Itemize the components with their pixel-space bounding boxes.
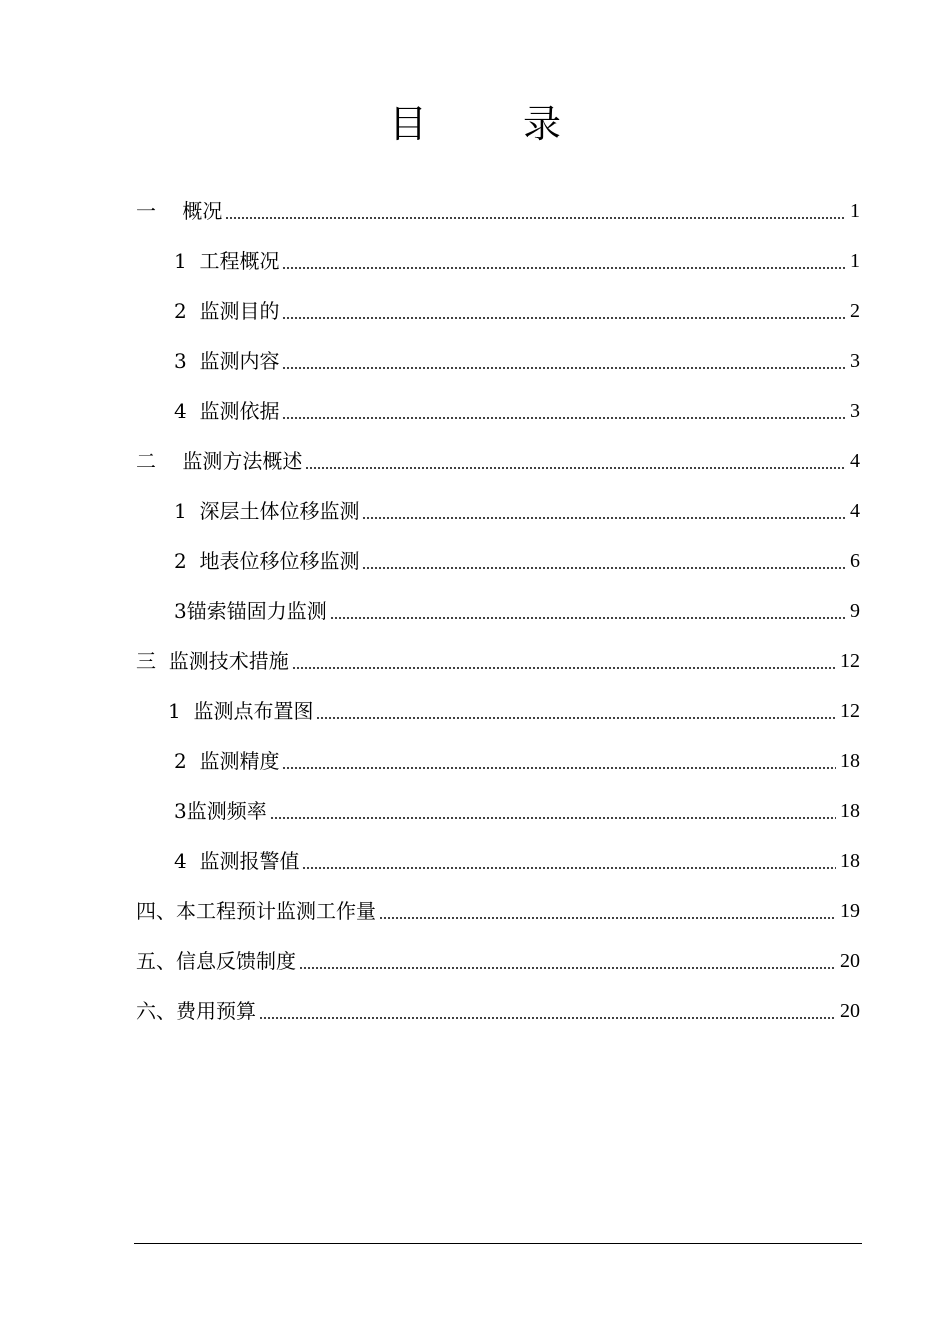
toc-entry[interactable] xyxy=(174,736,860,786)
dot-leader xyxy=(282,367,846,369)
toc-entry[interactable] xyxy=(174,836,860,886)
dot-leader xyxy=(316,717,836,719)
toc-entry[interactable] xyxy=(136,986,860,1036)
toc-entry-label: 1 监测点布置图 xyxy=(168,699,314,723)
toc-entry-page: 18 xyxy=(840,850,860,872)
dot-leader xyxy=(292,667,836,669)
toc-entry-page: 1 xyxy=(850,200,860,222)
toc-entry-label: 五、信息反馈制度 xyxy=(136,949,296,973)
toc-entry[interactable] xyxy=(168,686,860,736)
dot-leader xyxy=(282,417,846,419)
toc-entry-page: 6 xyxy=(850,550,860,572)
title-char-1: 目 xyxy=(388,102,427,146)
toc-entry[interactable] xyxy=(136,636,860,686)
toc-entry[interactable] xyxy=(174,536,860,586)
dot-leader xyxy=(330,617,846,619)
dot-leader xyxy=(282,317,846,319)
toc-entry-page: 3 xyxy=(850,400,860,422)
toc-entry-label: 4 监测报警值 xyxy=(174,849,300,873)
toc-entry-label: 三 监测技术措施 xyxy=(136,649,289,673)
toc-entry-label: 二 监测方法概述 xyxy=(136,449,303,473)
toc-entry-page: 18 xyxy=(840,800,860,822)
toc-entry-page: 4 xyxy=(850,450,860,472)
toc-entry[interactable] xyxy=(174,486,860,536)
page-title xyxy=(0,96,950,152)
toc-entry-label: 2 监测精度 xyxy=(174,749,280,773)
toc-entry-page: 4 xyxy=(850,500,860,522)
toc-entry-label: 1 工程概况 xyxy=(174,249,280,273)
toc-entry-label: 1 深层土体位移监测 xyxy=(174,499,360,523)
dot-leader xyxy=(259,1017,836,1019)
toc-entry-label: 六、费用预算 xyxy=(136,999,256,1023)
toc-entry-page: 1 xyxy=(850,250,860,272)
toc-entry-page: 18 xyxy=(840,750,860,772)
toc-entry-label: 4 监测依据 xyxy=(174,399,280,423)
toc-entry[interactable] xyxy=(136,186,860,236)
toc-entry-label: 3 监测内容 xyxy=(174,349,280,373)
dot-leader xyxy=(362,517,846,519)
dot-leader xyxy=(302,867,836,869)
toc-entry-page: 9 xyxy=(850,600,860,622)
toc-entry[interactable] xyxy=(136,436,860,486)
dot-leader xyxy=(299,967,836,969)
title-char-2: 录 xyxy=(523,102,562,146)
toc-entry-page: 2 xyxy=(850,300,860,322)
toc-entry[interactable] xyxy=(136,886,860,936)
toc-entry-label: 2 监测目的 xyxy=(174,299,280,323)
toc-entry-page: 20 xyxy=(840,950,860,972)
toc-entry-label: 3监测频率 xyxy=(174,799,267,823)
toc-entry-label: 3锚索锚固力监测 xyxy=(174,599,327,623)
toc-entry-page: 12 xyxy=(840,650,860,672)
toc-entry-page: 3 xyxy=(850,350,860,372)
toc-entry-page: 19 xyxy=(840,900,860,922)
toc-entry[interactable] xyxy=(136,936,860,986)
toc-entry[interactable] xyxy=(174,786,860,836)
toc-entry[interactable] xyxy=(174,286,860,336)
toc-entry-label: 一 概况 xyxy=(136,199,223,223)
dot-leader xyxy=(282,767,836,769)
dot-leader xyxy=(305,467,846,469)
toc-entry[interactable] xyxy=(174,236,860,286)
toc-entry[interactable] xyxy=(174,386,860,436)
dot-leader xyxy=(225,217,846,219)
toc-entry-page: 20 xyxy=(840,1000,860,1022)
toc-entry-label: 2 地表位移位移监测 xyxy=(174,549,360,573)
dot-leader xyxy=(282,267,846,269)
toc-entry[interactable] xyxy=(174,586,860,636)
dot-leader xyxy=(379,917,836,919)
dot-leader xyxy=(362,567,846,569)
dot-leader xyxy=(270,817,836,819)
footer-divider xyxy=(134,1243,862,1244)
toc-entry-page: 12 xyxy=(840,700,860,722)
toc-entry[interactable] xyxy=(174,336,860,386)
toc-entry-label: 四、本工程预计监测工作量 xyxy=(136,899,376,923)
